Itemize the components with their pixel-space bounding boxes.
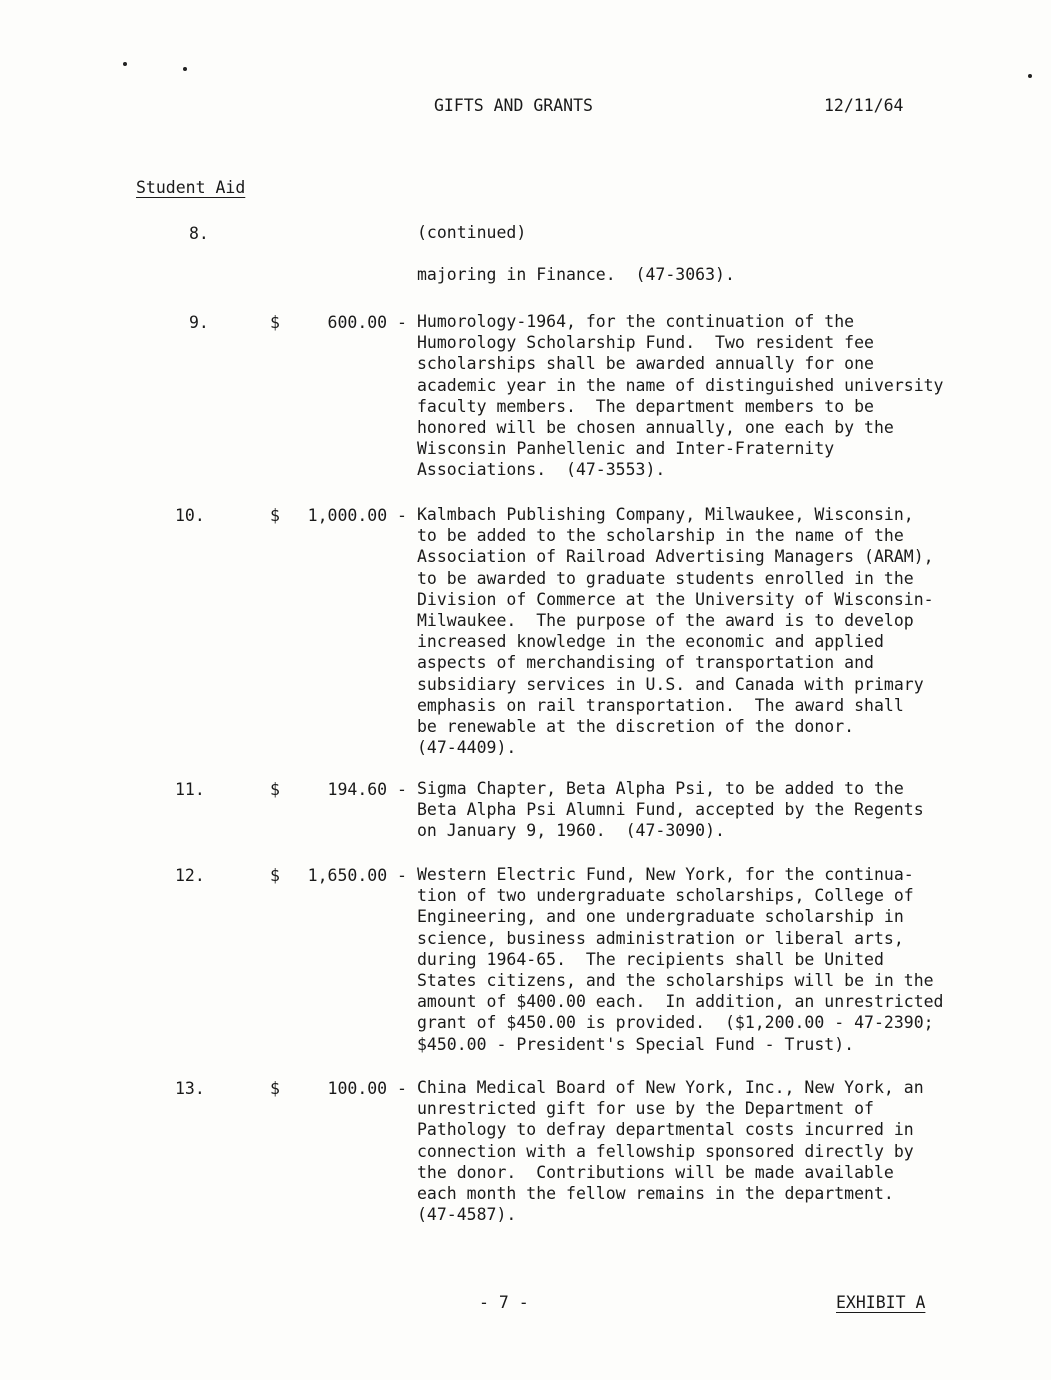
entry-description-line: to be added to the scholarship in the name of the [417, 526, 904, 546]
entry-description-line: scholarships shall be awarded annually for one [417, 354, 874, 374]
entry-description-line: Association of Railroad Advertising Managers (ARAM), [417, 547, 934, 567]
entry-description-line: emphasis on rail transportation. The award shall [417, 695, 904, 715]
scan-speck [1028, 74, 1032, 78]
entry-description-line: during 1964-65. The recipients shall be United [417, 949, 884, 969]
entry-dollar-sign: $ [270, 506, 280, 525]
entry-dollar-sign: $ [270, 1079, 280, 1098]
entry-description-line: Pathology to defray departmental costs incurred in [417, 1120, 914, 1140]
entry-description-line: (continued) [417, 223, 527, 242]
entry-description [417, 311, 997, 481]
scan-speck [123, 62, 127, 66]
entry-description-line: Humorology-1964, for the continuation of the [417, 312, 855, 331]
entry-description-line: (47-4587). [417, 1205, 517, 1225]
entry-description-line: Western Electric Fund, New York, for the continua- [417, 865, 914, 884]
entry-description-line [417, 243, 997, 264]
entry-description-line: each month the fellow remains in the department. [417, 1184, 894, 1204]
entry-amount: 1,000.00 - [307, 506, 407, 525]
entry-description-line: majoring in Finance. (47-3063). [417, 265, 735, 285]
entry-description-line: Beta Alpha Psi Alumni Fund, accepted by the Regents [417, 800, 924, 820]
entry-description-line: tion of two undergraduate scholarships, College of [417, 886, 914, 906]
entry-amount: 194.60 - [327, 780, 407, 799]
entry-description [417, 504, 997, 758]
page-number: - 7 - [479, 1293, 529, 1312]
entry-description-line: Milwaukee. The purpose of the award is to develop [417, 611, 914, 631]
header-date: 12/11/64 [824, 96, 904, 115]
entry-description [417, 1077, 997, 1225]
entry-description-line: honored will be chosen annually, one each by the [417, 418, 894, 438]
entry-description [417, 222, 997, 286]
entry-description [417, 864, 997, 1055]
entry-description-line: States citizens, and the scholarships will be in the [417, 971, 934, 991]
entry-description-line: to be awarded to graduate students enrolled in the [417, 568, 914, 588]
entry-dollar-sign: $ [270, 313, 280, 332]
entry-dollar-sign: $ [270, 780, 280, 799]
entry-description-line: Associations. (47-3553). [417, 460, 666, 480]
entry-amount: 100.00 - [327, 1079, 407, 1098]
header-title: GIFTS AND GRANTS [434, 96, 593, 115]
entry-description-line: (47-4409). [417, 738, 517, 758]
entry-number: 9. [189, 313, 209, 332]
entry-description-line: Division of Commerce at the University of Wisconsin- [417, 589, 934, 609]
entry-description-line: connection with a fellowship sponsored directly by [417, 1141, 914, 1161]
entry-description-line: subsidiary services in U.S. and Canada with primary [417, 674, 924, 694]
scan-speck [183, 67, 187, 71]
entry-description-line: faculty members. The department members to be [417, 396, 874, 416]
entry-description-line: Sigma Chapter, Beta Alpha Psi, to be added to the [417, 779, 904, 798]
entry-amount: 1,650.00 - [307, 866, 407, 885]
entry-number: 10. [175, 506, 205, 525]
entry-description-line: grant of $450.00 is provided. ($1,200.00 - 47-2390; [417, 1013, 934, 1033]
section-title: Student Aid [136, 178, 246, 197]
entry-number: 8. [189, 224, 209, 243]
entry-description [417, 778, 997, 842]
entry-description-line: on January 9, 1960. (47-3090). [417, 821, 725, 841]
exhibit-label: EXHIBIT A [836, 1293, 926, 1312]
entry-number: 12. [175, 866, 205, 885]
entry-description-line: Humorology Scholarship Fund. Two resident fee [417, 333, 874, 353]
entry-description-line: the donor. Contributions will be made available [417, 1162, 894, 1182]
entry-description-line: increased knowledge in the economic and applied [417, 632, 884, 652]
entry-number: 11. [175, 780, 205, 799]
entry-description-line: amount of $400.00 each. In addition, an unrestricted [417, 992, 944, 1012]
entry-description-line: Engineering, and one undergraduate scholarship in [417, 907, 904, 927]
entry-description-line: science, business administration or liberal arts, [417, 928, 904, 948]
entry-description-line: $450.00 - President's Special Fund - Trust). [417, 1034, 855, 1054]
entry-description-line: Kalmbach Publishing Company, Milwaukee, Wisconsin, [417, 505, 914, 524]
entry-description-line: academic year in the name of distinguished university [417, 375, 944, 395]
entry-number: 13. [175, 1079, 205, 1098]
entry-dollar-sign: $ [270, 866, 280, 885]
entry-amount: 600.00 - [327, 313, 407, 332]
entry-description-line: China Medical Board of New York, Inc., New York, an [417, 1078, 924, 1097]
entry-description-line: unrestricted gift for use by the Department of [417, 1099, 874, 1119]
entry-description-line: Wisconsin Panhellenic and Inter-Fraternity [417, 439, 835, 459]
entry-description-line: be renewable at the discretion of the donor. [417, 717, 855, 737]
entry-description-line: aspects of merchandising of transportation and [417, 653, 874, 673]
